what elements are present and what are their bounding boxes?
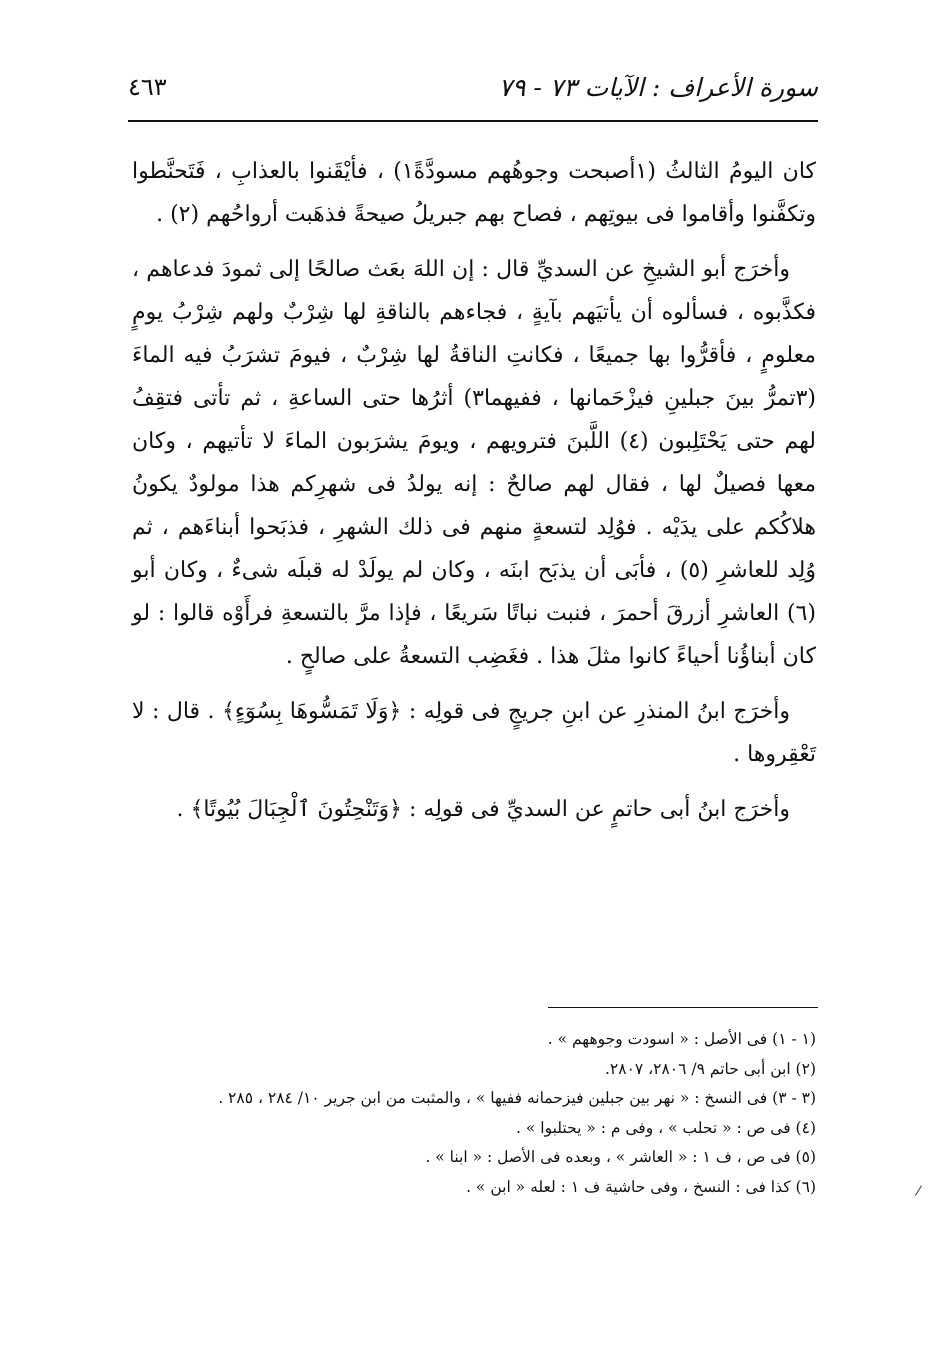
footnote: (٦) كذا فى : النسخ ، وفى حاشية ف ١ : لعله « ابن » . — [466, 1177, 816, 1196]
footnote-separator — [548, 1007, 818, 1008]
footnote: (٤) فى ص : « تحلب » ، وفى م : « يحتلبوا » . — [516, 1118, 816, 1137]
footnote: (٥) فى ص ، ف ١ : « العاشر » ، وبعده فى الأصل : « ابنا » . — [425, 1148, 816, 1166]
footnotes — [132, 1025, 816, 1202]
header-rule — [128, 120, 818, 122]
main-text — [132, 150, 816, 843]
running-title: سورة الأعراف : الآيات ٧٣ - ٧٩ — [498, 72, 818, 102]
paragraph: كان اليومُ الثالثُ (١أصبحت وجوهُهم مسودَّةً١) ، فأيْقَنوا بالعذابِ ، فَتَحنَّطوا وتكفَّنوا وأقاموا فى بيوتِهم ، فصاح بهم جبريلُ صيحةً فذهَبت أرواحُهم (٢) . — [132, 159, 817, 227]
paragraph: وأخرَج ابنُ أبى حاتمٍ عن السديِّ فى قولِه : ﴿وَتَنْحِتُونَ ٱلْجِبَالَ بُيُوتًا﴾ . — [176, 797, 790, 822]
footnote: (١ - ١) فى الأصل : « اسودت وجوههم » . — [547, 1030, 816, 1048]
paragraph: وأخرَج ابنُ المنذرِ عن ابنِ جريجٍ فى قولِه : ﴿وَلَا تَمَسُّوهَا بِسُوٓءٍ﴾ . قال : لا تَعْقِروها . — [132, 699, 816, 767]
footnote: (٢) ابن أبى حاتم ٩/ ٢٨٠٦، ٢٨٠٧. — [604, 1059, 816, 1078]
page-header — [128, 56, 818, 118]
page-number: ٤٦٣ — [128, 73, 167, 101]
margin-mark: / — [914, 1182, 923, 1200]
footnote: (٣ - ٣) فى النسخ : « نهر بين جبلين فيزحمانه ففيها » ، والمثبت من ابن جرير ١٠/ ٢٨٤ ، ٢٨٥ . — [218, 1089, 816, 1107]
paragraph: وأخرَج أبو الشيخِ عن السديِّ قال : إن اللهَ بعَث صالحًا إلى ثمودَ فدعاهم ، فكذَّبوه ، فسألوه أن يأتيَهم بآيةٍ ، فجاءهم بالناقةِ لها شِرْبٌ ولهم شِرْبُ يومٍ معلومٍ ، فأقرُّوا بها جميعًا ، فكانتِ الناقةُ لها شِرْبٌ ، فيومَ تشرَبُ فيه الماءَ (٣تمرُّ بينَ جبلينِ فيزْحَمانها ، ففيهما٣) أثرُها حتى الساعةِ ، ثم تأتى فتقِفُ لهم حتى يَحْتَلِبون (٤) اللَّبنَ فترويهم ، ويومَ يشرَبون الماءَ لا تأتيهم ، وكان معها فصيلٌ لها ، فقال لهم صالحٌ : إنه يولدُ فى شهرِكم هذا مولودٌ يكونُ هلاكُكم على يدَيْه . فوُلِد لتسعةٍ منهم فى ذلك الشهرِ ، فذبَحوا أبناءَهم ، ثم وُلِد للعاشرِ (٥) ، فأبَى أن يذبَح ابنَه ، وكان لم يولَدْ له قبلَه شىءٌ ، وكان أبو (٦) العاشرِ أزرقَ أحمرَ ، فنبت نباتًا سَريعًا ، فإذا مرَّ بالتسعةِ فرأَوْه قالوا : لو كان أبناؤُنا أحياءً كانوا مثلَ هذا . فغَضِب التسعةُ على صالحٍ . — [132, 257, 817, 669]
